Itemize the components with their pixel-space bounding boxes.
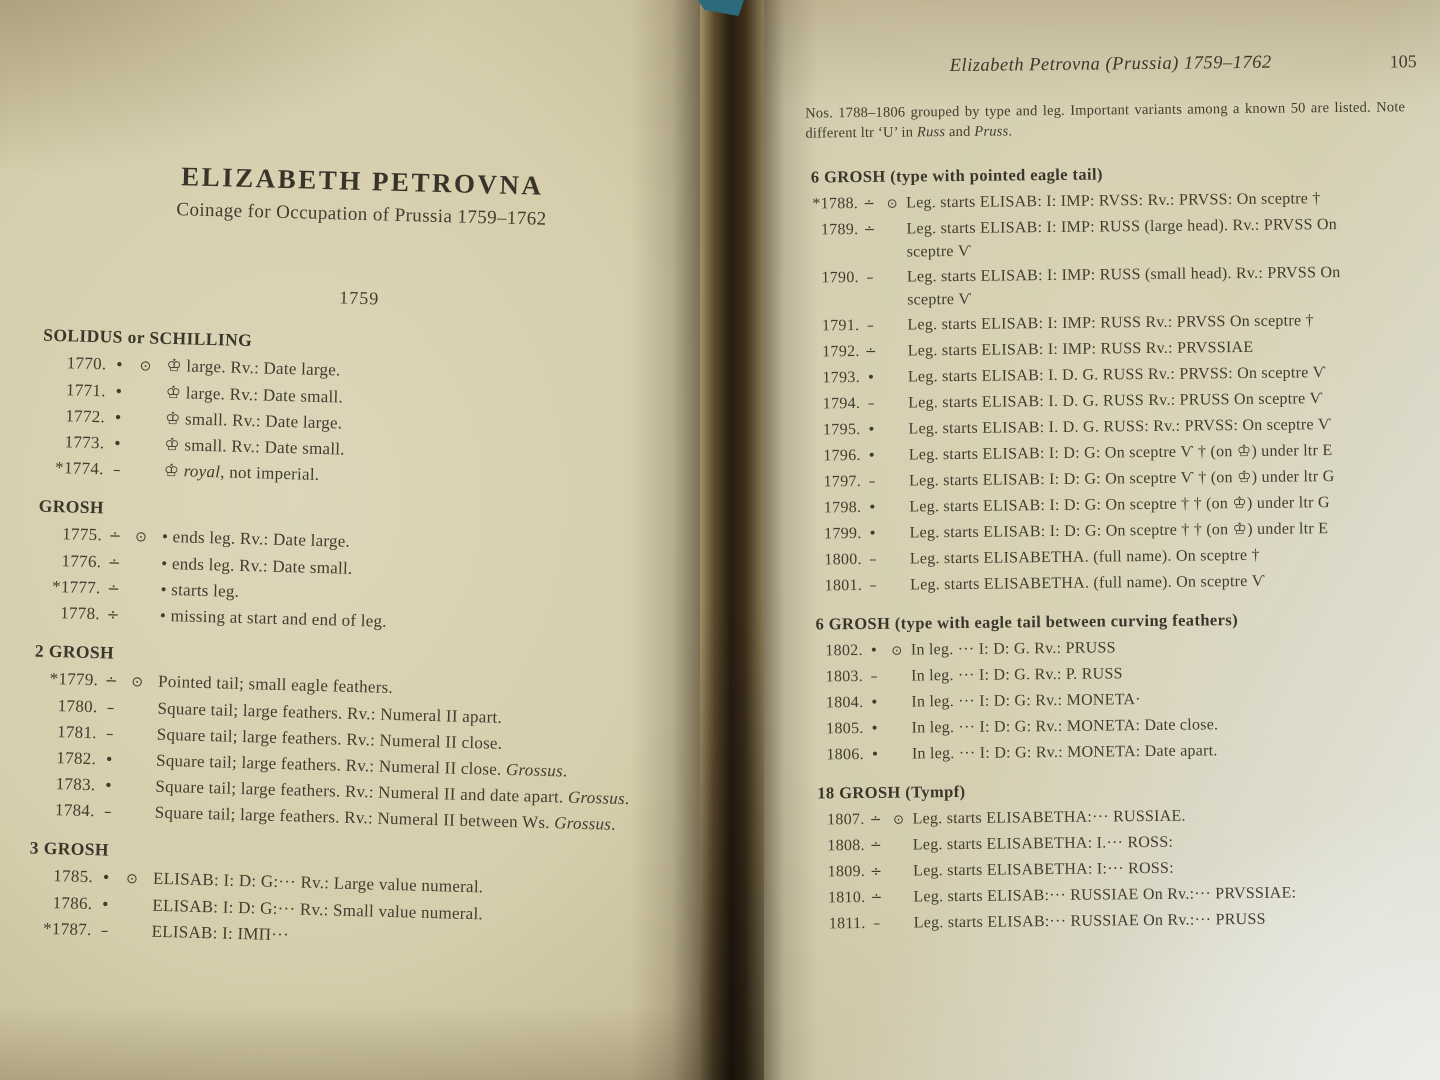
entry-number: *1777. — [51, 576, 101, 598]
entry-number: *1788. — [812, 195, 859, 213]
plate-mark — [126, 620, 152, 621]
entry-description: ♔ small. Rv.: Date small. — [164, 434, 346, 459]
catalog-entry — [812, 736, 1440, 767]
rarity-mark: ∸ — [104, 671, 118, 690]
entry-description: In leg. ··· I: D: G: Rv.: MONETA: Date apart. — [911, 742, 1218, 763]
entry-description: Leg. starts ELISABETHA: I.··· ROSS: — [912, 833, 1174, 854]
plate-mark — [130, 449, 156, 450]
italic-text: Russ — [916, 124, 946, 141]
catalog-entry — [806, 185, 1440, 216]
entry-description: ♔ large. Rv.: Date large. — [166, 355, 341, 380]
plate-mark: ⊙ — [891, 643, 903, 659]
entry-description: Leg. starts ELISAB: I: D: G: On sceptre † † (on ♔) under ltr G — [909, 494, 1330, 516]
entry-description: ELISAB: I: D: G:··· Rv.: Small value numeral. — [152, 895, 484, 924]
entry-number: 1806. — [826, 745, 864, 764]
entry-number: 1773. — [64, 432, 105, 453]
entry-number: 1786. — [52, 893, 93, 914]
plate-mark: ⊙ — [125, 871, 139, 888]
entry-number: 1789. — [820, 221, 859, 239]
catalog-entry — [811, 632, 1440, 663]
entry-description: Leg. starts ELISAB:··· RUSSIAE On Rv.:··· PRVSSIAE: — [913, 884, 1297, 906]
entry-description: Leg. starts ELISABETHA:··· RUSSIAE. — [912, 807, 1186, 828]
section-heading: GROSH — [38, 495, 105, 518]
entry-number: 1780. — [57, 696, 98, 717]
rarity-mark: ∸ — [107, 553, 121, 572]
entry-description: In leg. ··· I: D: G. Rv.: PRUSS — [910, 639, 1116, 659]
entry-description: Leg. starts ELISAB: I: IMP: RUSS Rv.: PRVSS On sceptre † — [907, 312, 1314, 334]
text-run: . — [562, 761, 568, 781]
entry-description: Leg. starts ELISAB: I. D. G. RUSS Rv.: PRUSS On sceptre Ѵ — [908, 390, 1323, 412]
entry-number: 1800. — [824, 551, 862, 569]
rarity-mark: – — [873, 915, 881, 932]
entry-number: 1809. — [827, 862, 866, 881]
entry-number: 1781. — [56, 722, 98, 743]
entry-description: Leg. starts ELISAB: I. D. G. RUSS Rv.: PRVSS: On sceptre Ѵ — [907, 364, 1327, 386]
entry-number: 1798. — [823, 499, 862, 517]
entry-description: Square tail; large feathers. Rv.: Numeral II close. — [156, 724, 503, 753]
entry-number: 1804. — [825, 693, 864, 712]
rarity-mark: • — [870, 720, 879, 737]
entry-description: Leg. starts ELISAB: I: D: G: On sceptre † † (on ♔) under ltr E — [909, 520, 1329, 542]
plate-mark: ⊙ — [134, 529, 148, 546]
entry-number: 1778. — [59, 603, 101, 624]
catalog-entry — [813, 853, 1440, 884]
entry-number: 1796. — [823, 447, 861, 465]
entry-number: 1790. — [821, 269, 860, 287]
text-run: . — [624, 789, 630, 809]
entry-number: 1803. — [825, 667, 864, 686]
catalog-entry — [811, 684, 1440, 715]
rarity-mark: – — [866, 269, 874, 286]
page-title: ELIZABETH PETROVNA — [180, 161, 544, 201]
plate-mark: ⊙ — [131, 674, 144, 691]
text-run: ♔ — [163, 460, 184, 481]
entry-description: Leg. starts ELISAB: I: IMP: RUSS (large head). Rv.: PRVSS On sceptre Ѵ — [906, 216, 1338, 261]
rarity-mark: • — [114, 382, 124, 401]
italic-text: Grossus — [505, 759, 564, 781]
text-run: Square tail; large feathers. Rv.: Numeral II and date apart. — [155, 776, 569, 807]
entry-description: ELISAB: I: IMП··· — [151, 921, 290, 945]
catalog-entry — [809, 515, 1440, 546]
entry-number: 1802. — [825, 642, 863, 660]
entry-description: Leg. starts ELISAB: I: IMP: RUSS Rv.: PRVSSIAE — [907, 338, 1254, 360]
rarity-mark: • — [112, 434, 123, 453]
left-catalog-sections — [27, 325, 733, 960]
text-run: . — [610, 814, 616, 834]
rarity-mark: – — [868, 473, 876, 490]
entry-number: 1801. — [824, 577, 863, 595]
entry-description: • ends leg. Rv.: Date large. — [161, 526, 351, 551]
text-run: . — [1008, 123, 1013, 140]
entry-number: 1805. — [826, 719, 864, 738]
entry-description: ELISAB: I: D: G:··· Rv.: Large value numeral. — [152, 868, 484, 897]
entry-number: 1784. — [54, 800, 96, 821]
entry-description: Leg. starts ELISAB: I. D. G. RUSS: Rv.: PRVSS: On sceptre Ѵ — [908, 416, 1332, 438]
italic-text: royal — [183, 461, 221, 482]
plate-mark — [123, 739, 149, 740]
entry-description: • starts leg. — [160, 579, 240, 601]
rarity-mark: • — [870, 746, 880, 763]
entry-description: Square tail; large feathers. Rv.: Numeral II apart. — [157, 698, 503, 727]
rarity-mark: ∸ — [863, 221, 876, 238]
rarity-mark: – — [106, 698, 115, 717]
rarity-mark: – — [112, 460, 121, 479]
catalog-entry — [812, 801, 1440, 832]
plate-mark — [123, 713, 149, 714]
catalog-entry — [810, 541, 1440, 572]
entry-number: 1775. — [62, 524, 103, 545]
entry-description: • missing at start and end of leg. — [159, 605, 388, 631]
entry-description: Leg. starts ELISAB: I: D: G: On sceptre Ѵ † (on ♔) under ltr E — [908, 442, 1333, 464]
entry-number: 1770. — [66, 353, 107, 374]
catalog-entry — [809, 489, 1440, 520]
rarity-mark: ∸ — [107, 579, 121, 598]
catalog-entry — [813, 879, 1440, 910]
section-heading: SOLIDUS or SCHILLING — [42, 324, 253, 351]
catalog-entry — [808, 333, 1440, 364]
left-page-content — [0, 0, 742, 960]
text-run: Square tail; large feathers. Rv.: Numeral II close. — [155, 750, 507, 779]
italic-text: Pruss — [974, 123, 1009, 140]
entry-description: Leg. starts ELISABETHA: I:··· ROSS: — [913, 859, 1174, 880]
plate-mark — [131, 423, 157, 424]
catalog-entry — [806, 211, 1440, 264]
rarity-mark: – — [869, 577, 877, 594]
entry-number: 1793. — [822, 369, 861, 387]
entry-number: *1779. — [49, 668, 99, 690]
catalog-entry — [811, 658, 1440, 689]
entry-number: 1810. — [827, 888, 866, 907]
entry-number: 1807. — [827, 810, 865, 829]
rarity-mark: – — [103, 802, 112, 821]
rarity-mark: ∸ — [863, 195, 876, 212]
rarity-mark: – — [866, 317, 875, 334]
entry-number: 1795. — [822, 421, 861, 439]
catalog-entry — [808, 411, 1440, 442]
section-heading: 6 GROSH (type with eagle tail between curving feathers) — [815, 610, 1239, 634]
entry-number: 1776. — [61, 551, 102, 572]
rarity-mark: • — [866, 369, 876, 386]
plate-mark — [121, 791, 147, 792]
rarity-mark: – — [867, 395, 875, 412]
rarity-mark: – — [105, 724, 114, 743]
rarity-mark: • — [867, 421, 876, 438]
entry-number: 1785. — [53, 866, 94, 887]
rarity-mark: • — [100, 895, 110, 914]
text-run: Nos. 1788–1806 grouped by type and leg. Important variants among a known 50 are listed. Note different ltr ‘U’ in — [805, 99, 1406, 142]
entry-description: In leg. ··· I: D: G: Rv.: MONETA· — [911, 691, 1141, 711]
rarity-mark: • — [867, 447, 876, 464]
right-catalog-sections — [806, 160, 1440, 936]
rarity-mark: – — [870, 668, 878, 685]
entry-number: 1782. — [56, 748, 97, 769]
rarity-mark: • — [869, 642, 879, 659]
entry-description: In leg. ··· I: D: G. Rv.: P. RUSS — [910, 665, 1123, 685]
rarity-mark: – — [869, 551, 877, 568]
year-heading: 1759 — [339, 287, 380, 309]
rarity-mark: ÷ — [870, 863, 883, 880]
rarity-mark: ÷ — [106, 605, 120, 624]
plate-mark — [121, 817, 147, 818]
entry-description: In leg. ··· I: D: G: Rv.: MONETA: Date close. — [911, 716, 1219, 737]
italic-text: Grossus — [553, 813, 612, 834]
rarity-mark: • — [868, 499, 877, 516]
section-heading: 2 GROSH — [34, 640, 115, 663]
plate-mark — [126, 594, 152, 595]
entry-number: 1783. — [55, 774, 96, 795]
rarity-mark: ∸ — [869, 811, 882, 828]
rarity-mark: • — [870, 694, 879, 711]
entry-number: 1794. — [822, 395, 861, 413]
catalog-entry — [809, 463, 1440, 494]
plate-mark: ⊙ — [893, 812, 905, 828]
right-page-content — [764, 0, 1440, 939]
entry-number: 1808. — [827, 836, 865, 855]
rarity-mark: • — [113, 408, 123, 427]
entry-description: ♔ large. Rv.: Date small. — [165, 382, 344, 407]
rarity-mark: ∸ — [108, 526, 122, 545]
entry-description: Pointed tail; small eagle feathers. — [157, 671, 394, 697]
catalog-entry — [812, 710, 1440, 741]
entry-number: 1771. — [65, 380, 107, 401]
entry-number: 1797. — [823, 473, 862, 491]
catalog-entry — [807, 307, 1440, 338]
rarity-mark: ∸ — [869, 837, 882, 854]
text-run: and — [945, 123, 975, 141]
rarity-mark: ∸ — [870, 889, 883, 906]
entry-number: *1774. — [54, 458, 104, 479]
text-run: , not imperial. — [219, 462, 320, 484]
page-number: 105 — [1389, 51, 1417, 72]
left-page — [0, 0, 700, 1080]
right-page — [764, 0, 1440, 1080]
entry-description: ♔ small. Rv.: Date large. — [164, 408, 343, 433]
running-head-row — [805, 51, 1417, 83]
plate-mark — [127, 568, 153, 569]
entry-number: 1799. — [824, 525, 862, 543]
section-heading: 18 GROSH (Tympf) — [817, 781, 966, 803]
entry-number: 1791. — [821, 317, 860, 335]
plate-mark: ⊙ — [139, 358, 152, 375]
section-heading: 6 GROSH (type with pointed eagle tail) — [810, 164, 1103, 187]
entry-number: 1811. — [828, 914, 866, 933]
rarity-mark: – — [100, 921, 109, 940]
entry-description: Leg. starts ELISAB: I: D: G: On sceptre Ѵ † (on ♔) under ltr G — [908, 468, 1335, 490]
catalog-entry — [813, 827, 1440, 858]
plate-mark — [122, 765, 148, 766]
rarity-mark: • — [114, 355, 125, 374]
entry-description: Leg. starts ELISAB: I: IMP: RVSS: Rv.: PRVSS: On sceptre † — [906, 190, 1321, 212]
entry-number: *1787. — [42, 918, 92, 940]
catalog-entry — [808, 359, 1440, 390]
plate-mark: ⊙ — [886, 196, 898, 212]
plate-mark — [118, 936, 144, 937]
entry-description: • ends leg. Rv.: Date small. — [161, 553, 353, 578]
catalog-entry — [810, 567, 1440, 598]
plate-mark — [118, 910, 144, 911]
catalog-entry — [808, 385, 1440, 416]
section-heading: 3 GROSH — [29, 837, 110, 860]
rarity-mark: • — [868, 525, 877, 542]
entry-description: Leg. starts ELISABETHA. (full name). On sceptre † — [909, 546, 1260, 568]
entry-number: 1792. — [822, 343, 860, 361]
catalog-entry — [809, 437, 1440, 468]
rarity-mark: ∸ — [864, 343, 877, 360]
page-subtitle: Coinage for Occupation of Prussia 1759–1762 — [176, 199, 547, 230]
entry-description: Leg. starts ELISAB: I: IMP: RUSS (small head). Rv.: PRVSS On sceptre Ѵ — [906, 263, 1341, 309]
entry-description: Leg. starts ELISAB:··· RUSSIAE On Rv.:··· PRUSS — [913, 910, 1266, 932]
plate-mark — [130, 475, 156, 476]
book-gutter — [700, 0, 764, 1080]
entry-description: Leg. starts ELISABETHA. (full name). On sceptre Ѵ — [910, 572, 1266, 594]
text-run: Square tail; large feathers. Rv.: Numeral II between Ws. — [154, 802, 555, 833]
rarity-mark: • — [104, 750, 114, 769]
italic-text: Grossus — [567, 787, 626, 809]
plate-mark — [132, 397, 158, 398]
entry-number: 1772. — [65, 406, 106, 427]
intro-note — [805, 97, 1405, 143]
rarity-mark: • — [101, 868, 111, 887]
rarity-mark: • — [103, 776, 114, 795]
catalog-entry — [807, 259, 1440, 312]
running-head: Elizabeth Petrovna (Prussia) 1759–1762 — [949, 52, 1272, 77]
catalog-entry — [814, 905, 1440, 936]
